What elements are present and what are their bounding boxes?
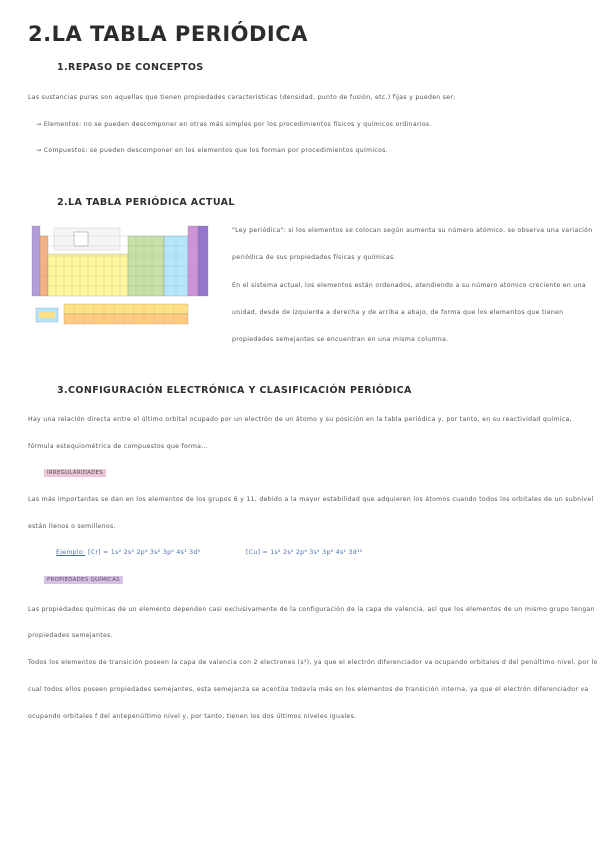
section-heading-repaso: 1.REPASO DE CONCEPTOS bbox=[57, 62, 204, 73]
paragraph-transicion-1: Todos los elementos de transición poseen la capa de valencia con 2 electrones (s²), ya que el electrón diferenciador va ocupando orbitales d del penúltimo nivel, por lo bbox=[28, 659, 598, 666]
text-sistema-actual-2: unidad, desde de izquierda a derecha y de arriba a abajo, de forma que los elementos que tienen bbox=[232, 309, 564, 316]
paragraph-transicion-2: cual todos ellos poseen propiedades semejantes, esta semejanza se acentúa todavía más en los elementos de transición interna, ya que el electrón diferenciador va bbox=[28, 686, 589, 693]
text-sistema-actual-3: propiedades semejantes se encuentran en una misma columna. bbox=[232, 336, 449, 343]
example-label: Ejemplo: bbox=[56, 549, 86, 556]
bullet-compuestos: → Compuestos: se pueden descomponer en los elementos que los forman por procedimientos químicos. bbox=[36, 147, 388, 154]
example-cu-config: [Cu] = 1s² 2s² 2p⁶ 3s² 3p⁶ 4s¹ 3d¹⁰ bbox=[246, 549, 363, 556]
tag-irregularidades: IRREGULARIDADES bbox=[44, 469, 106, 477]
example-cr-config: [Cr] = 1s² 2s² 2p⁶ 3s² 3p⁶ 4s¹ 3d⁵ bbox=[88, 549, 201, 556]
paragraph-transicion-3: ocupando orbitales f del antepenúltimo nivel y, por tanto, tienen los dos últimos niveles iguales. bbox=[28, 713, 357, 720]
paragraph-propiedades-1: Las propiedades químicas de un elemento dependen casi exclusivamente de la configuración de la capa de valencia, así que los elementos de un mismo grupo tengan bbox=[28, 606, 595, 613]
section-heading-configuracion: 3.CONFIGURACIÓN ELECTRÓNICA Y CLASIFICACIÓN PERIÓDICA bbox=[57, 385, 412, 396]
paragraph-irregularidades-2: están llenos o semillenos. bbox=[28, 523, 116, 530]
paragraph-relacion-2: fórmula estequiométrica de compuestos que forma... bbox=[28, 443, 209, 450]
paragraph-irregularidades-1: Las más importantes se dan en los elementos de los grupos 6 y 11, debido a la mayor estabilidad que adquieren los átomos cuando todos los orbitales de un subnivel bbox=[28, 496, 594, 503]
paragraph-propiedades-2: propiedades semejantes. bbox=[28, 632, 113, 639]
text-sistema-actual-1: En el sistema actual, los elementos están ordenados, atendiendo a su número atómico creciente en una bbox=[232, 282, 586, 289]
section-heading-tabla-actual: 2.LA TABLA PERIÓDICA ACTUAL bbox=[57, 197, 235, 208]
bullet-elementos: → Elementos: no se pueden descomponer en otras más simples por los procedimientos físicos y químicos ordinarios. bbox=[36, 121, 432, 128]
paragraph-relacion-1: Hay una relación directa entre el último orbital ocupado por un electrón de un átomo y su posición en la tabla periódica y, por tanto, en su reactividad química, bbox=[28, 416, 572, 423]
text-ley-periodica-1: "Ley periódica": si los elementos se colocan según aumenta su número atómico, se observa una variación bbox=[232, 227, 593, 234]
paragraph-intro: Las sustancias puras son aquellas que tienen propiedades características (densidad, punto de fusión, etc.) fijas y pueden ser: bbox=[28, 94, 456, 101]
page-title: 2.LA TABLA PERIÓDICA bbox=[28, 22, 308, 46]
text-ley-periodica-2: periódica de sus propiedades físicas y químicas. bbox=[232, 254, 396, 261]
periodic-table-image bbox=[30, 224, 218, 334]
tag-propiedades-quimicas: PROPIEDADES QUÍMICAS bbox=[44, 576, 123, 584]
